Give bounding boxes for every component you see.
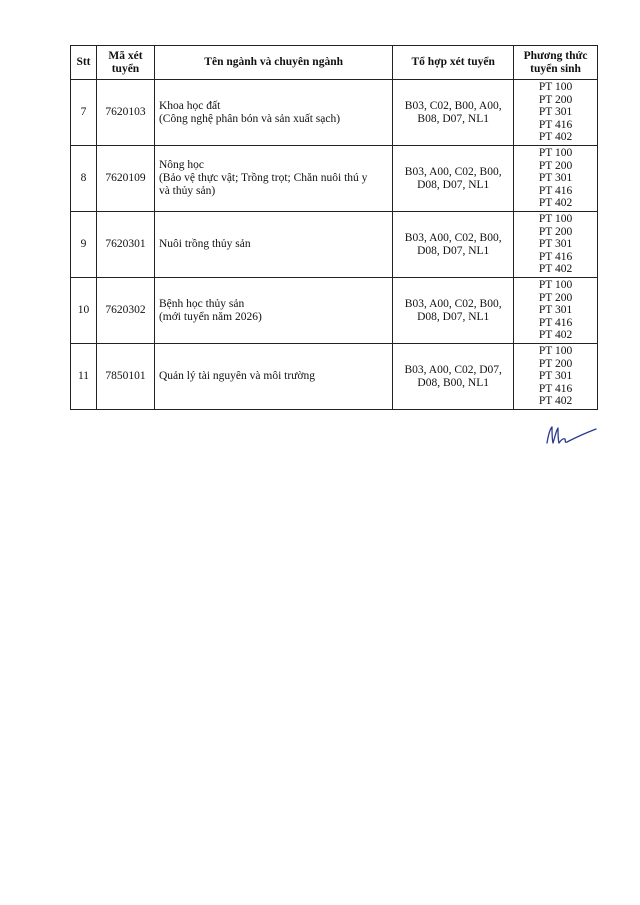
admission-method: PT 200 (538, 159, 573, 172)
combo-line1: B03, A00, C02, B00, (404, 297, 502, 310)
admissions-table (70, 45, 598, 410)
cell-stt: 7 (71, 80, 97, 146)
major-name: Khoa học đất (158, 99, 221, 112)
combo-line2: D08, D07, NL1 (417, 178, 490, 191)
cell-methods (514, 278, 598, 344)
combo-line2: D08, D07, NL1 (417, 310, 490, 323)
cell-combo (393, 146, 514, 212)
admission-method: PT 416 (538, 184, 573, 197)
admission-method: PT 416 (538, 250, 573, 263)
table-row (71, 344, 598, 410)
cell-methods (514, 212, 598, 278)
admission-method: PT 416 (538, 382, 573, 395)
admission-method: PT 402 (538, 197, 573, 210)
header-code (96, 46, 154, 80)
cell-code: 7620103 (96, 80, 154, 146)
cell-combo (393, 278, 514, 344)
major-specialization: (Bảo vệ thực vật; Trồng trọt; Chăn nuôi thú y (158, 172, 368, 184)
signature-icon (544, 423, 598, 447)
cell-methods (514, 344, 598, 410)
cell-name (154, 344, 392, 410)
major-specialization-cont: và thủy sản) (158, 185, 216, 197)
header-combo: Tổ hợp xét tuyển (393, 46, 514, 80)
cell-name (154, 80, 392, 146)
admission-method: PT 402 (538, 329, 573, 342)
header-name: Tên ngành và chuyên ngành (154, 46, 392, 80)
major-specialization: (mới tuyển năm 2026) (158, 310, 262, 323)
cell-combo (393, 344, 514, 410)
major-name: Quản lý tài nguyên và môi trường (158, 370, 315, 382)
header-method-line2: tuyển sinh (530, 62, 581, 75)
admission-method: PT 200 (538, 93, 573, 106)
admission-method: PT 301 (538, 238, 573, 251)
admission-method: PT 200 (538, 291, 573, 304)
admission-method: PT 100 (538, 147, 573, 160)
header-code-line2: tuyển (111, 62, 140, 75)
header-stt: Stt (71, 46, 97, 80)
combo-line1: B03, A00, C02, D07, (404, 363, 502, 376)
admission-method: PT 301 (538, 370, 573, 383)
table-header-row (71, 46, 598, 80)
cell-name (154, 278, 392, 344)
cell-name (154, 146, 392, 212)
admission-method: PT 200 (538, 357, 573, 370)
major-name: Bệnh học thủy sản (158, 297, 245, 310)
admission-method: PT 200 (538, 225, 573, 238)
cell-code: 7620109 (96, 146, 154, 212)
cell-code: 7850101 (96, 344, 154, 410)
combo-line2: B08, D07, NL1 (417, 112, 489, 125)
admission-method: PT 402 (538, 263, 573, 276)
admission-method: PT 301 (538, 106, 573, 119)
combo-line1: B03, C02, B00, A00, (404, 99, 502, 112)
admission-method: PT 301 (538, 172, 573, 185)
cell-code: 7620302 (96, 278, 154, 344)
header-code-line1: Mã xét (108, 49, 143, 62)
admission-method: PT 301 (538, 304, 573, 317)
table-row (71, 80, 598, 146)
table-row (71, 212, 598, 278)
admission-method: PT 402 (538, 131, 573, 144)
cell-stt: 9 (71, 212, 97, 278)
admission-method: PT 100 (538, 345, 573, 358)
signature (544, 423, 598, 452)
cell-methods (514, 80, 598, 146)
header-method (514, 46, 598, 80)
table-row (71, 278, 598, 344)
admission-method: PT 100 (538, 279, 573, 292)
cell-methods (514, 146, 598, 212)
cell-stt: 8 (71, 146, 97, 212)
cell-stt: 10 (71, 278, 97, 344)
admission-method: PT 100 (538, 213, 573, 226)
table-row (71, 146, 598, 212)
major-name: Nuôi trồng thủy sản (158, 238, 251, 250)
cell-code: 7620301 (96, 212, 154, 278)
admission-method: PT 416 (538, 118, 573, 131)
admission-method: PT 402 (538, 395, 573, 408)
admission-method: PT 100 (538, 81, 573, 94)
cell-combo (393, 212, 514, 278)
cell-name (154, 212, 392, 278)
major-specialization: (Công nghệ phân bón và sản xuất sạch) (158, 112, 341, 125)
combo-line2: D08, D07, NL1 (417, 244, 490, 257)
cell-stt: 11 (71, 344, 97, 410)
cell-combo (393, 80, 514, 146)
admission-method: PT 416 (538, 316, 573, 329)
major-name: Nông học (158, 159, 204, 171)
combo-line2: D08, B00, NL1 (417, 376, 489, 389)
combo-line1: B03, A00, C02, B00, (404, 165, 502, 178)
combo-line1: B03, A00, C02, B00, (404, 231, 502, 244)
header-method-line1: Phương thức (523, 49, 588, 62)
